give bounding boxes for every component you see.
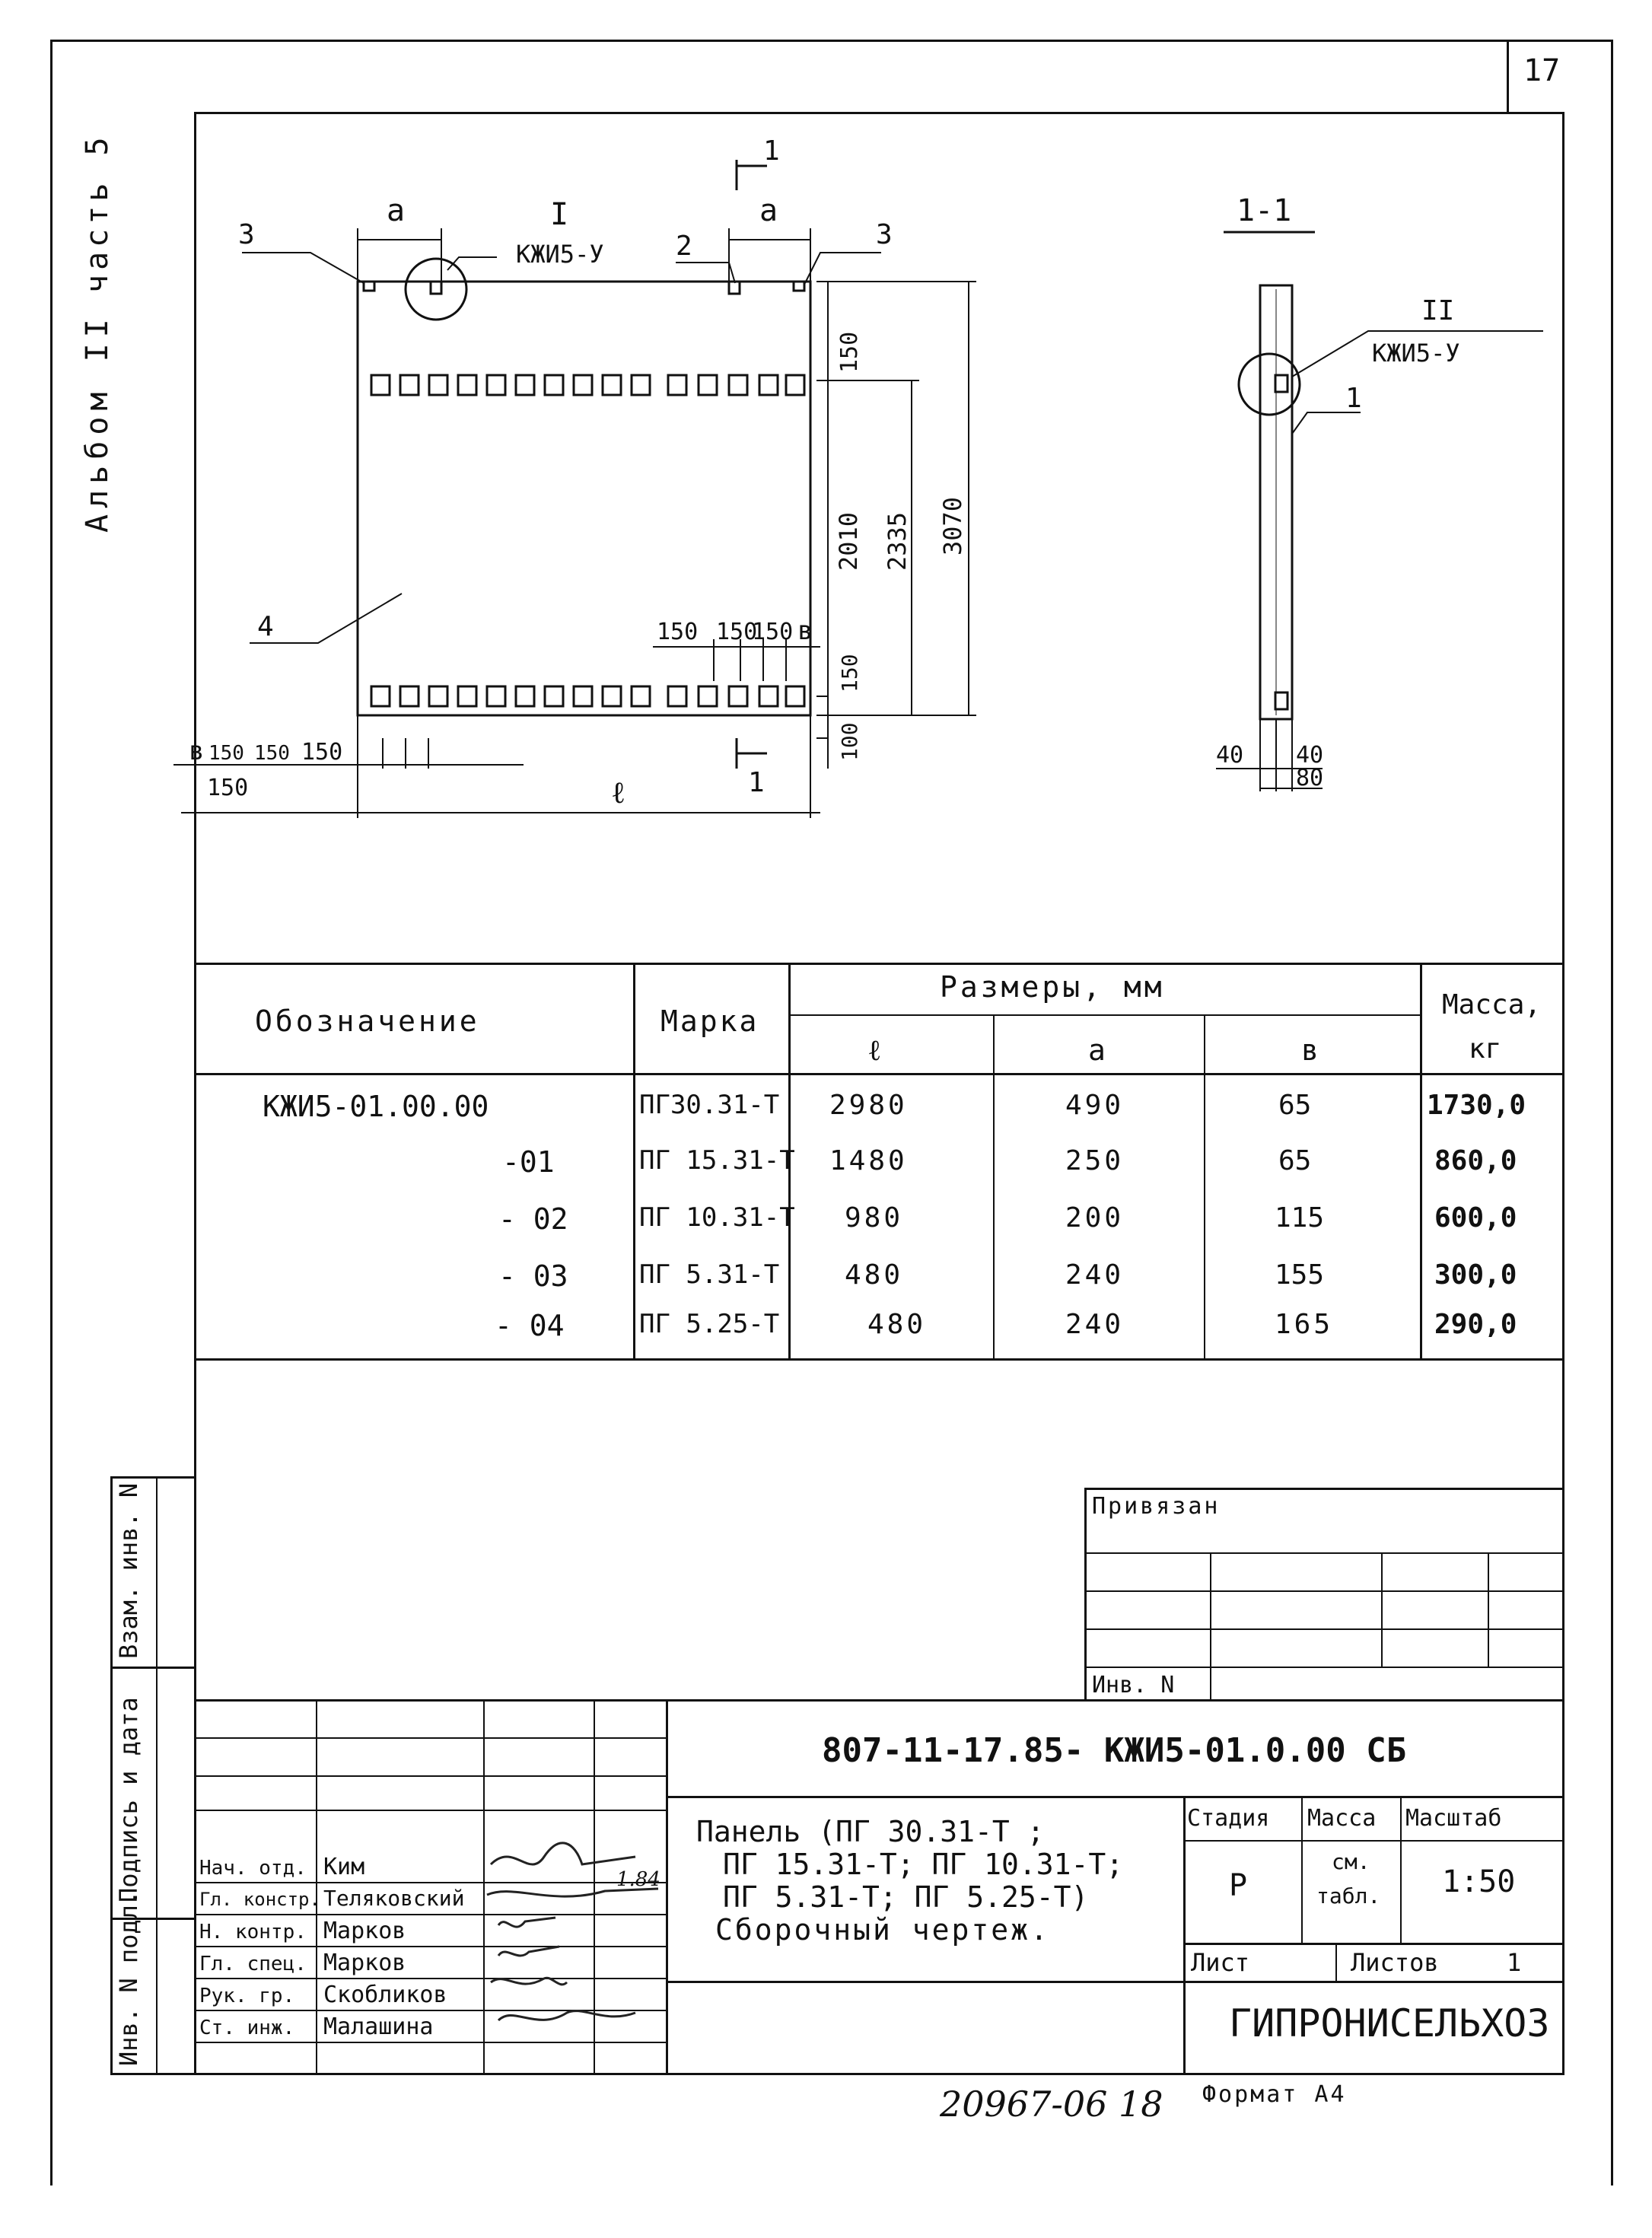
callout-circle-II — [1239, 354, 1300, 415]
spec-header-bottom — [194, 1073, 1562, 1075]
priv-top — [1084, 1488, 1562, 1490]
sheet-frame-left — [50, 40, 53, 2185]
priv-h1 — [1084, 1552, 1562, 1554]
tb-name-right — [1183, 1796, 1186, 2075]
sig-h3 — [194, 1810, 666, 1811]
dim-40-left: 40 — [1216, 742, 1244, 769]
spec-h-designation: Обозначение — [255, 1004, 480, 1038]
spec-col-3 — [993, 1014, 995, 1358]
node-ref-II: КЖИ5-У — [1372, 339, 1460, 368]
mass-value-1: см. — [1332, 1849, 1370, 1874]
priv-inv: Инв. N — [1092, 1672, 1175, 1698]
sheets-value: 1 — [1507, 1948, 1522, 1977]
spec-h-a: a — [1088, 1033, 1106, 1067]
drawing-name-4: Сборочный чертеж. — [715, 1913, 1050, 1947]
album-label: Альбом II — [80, 313, 115, 533]
inv-podl-label: Инв. N подл. — [114, 1889, 143, 2066]
section-title: 1-1 — [1237, 193, 1292, 228]
tb-v-stage — [1301, 1796, 1303, 1944]
dim-3070: 3070 — [938, 496, 967, 556]
priv-h2 — [1084, 1590, 1562, 1592]
sign-date: 1.84 — [616, 1868, 660, 1891]
spec-h-mass: Масса, — [1442, 989, 1542, 1020]
dim-a-right: a — [759, 193, 778, 228]
spec-top — [194, 963, 1562, 965]
priv-v2 — [1381, 1552, 1383, 1667]
tb-v-mass — [1400, 1796, 1402, 1944]
pos-3-left: 3 — [238, 219, 255, 250]
inner-frame-bottom — [110, 2073, 1564, 2075]
footer-stamp: 20967-06 18 — [940, 2084, 1163, 2125]
drawing-code: 807-11-17.85- КЖИ5-01.0.00 СБ — [822, 1731, 1407, 1770]
callout-I-label: I — [550, 197, 569, 232]
dim-a-left: a — [387, 193, 406, 228]
part-label: часть 5 — [80, 132, 115, 293]
dim-150-b3: 150 — [301, 739, 343, 766]
spec-h-mark: Марка — [660, 1004, 759, 1038]
priv-left — [1084, 1488, 1087, 1701]
sheet-frame-top — [50, 40, 1613, 42]
callout-circle-I — [406, 259, 466, 320]
top-openings — [371, 375, 804, 395]
dim-150-top: 150 — [836, 331, 863, 373]
node-ref-I: КЖИ5-У — [516, 240, 604, 269]
dim-150-r1: 150 — [657, 619, 699, 645]
spec-h-l: ℓ — [867, 1033, 882, 1067]
handwritten-signatures — [483, 1842, 666, 2047]
sig-h2 — [194, 1775, 666, 1777]
dim-40-right: 40 — [1296, 742, 1324, 769]
sig-v1 — [316, 1699, 317, 2075]
mass-value-2: табл. — [1316, 1883, 1381, 1909]
dim-2335: 2335 — [883, 511, 912, 571]
section-mark-bottom: 1 — [748, 767, 765, 798]
spec-h-sizes: Размеры, мм — [940, 970, 1165, 1004]
tb-v-sheets — [1335, 1943, 1337, 1981]
dim-150-r3: 150 — [752, 619, 794, 645]
dim-150-b4: 150 — [207, 775, 249, 801]
stage-label: Стадия — [1187, 1805, 1270, 1832]
tb-org-top — [666, 1981, 1562, 1983]
priv-h4 — [1084, 1667, 1562, 1668]
stage-value: Р — [1229, 1868, 1248, 1903]
dim-150-b2: 150 — [254, 742, 290, 765]
callout-II-label: II — [1421, 295, 1455, 326]
assembly-drawing — [189, 114, 1562, 963]
priv-h3 — [1084, 1628, 1562, 1630]
left-strip-inner — [156, 1476, 158, 2075]
sig-h1 — [194, 1737, 666, 1739]
sheet-label: Лист — [1191, 1948, 1250, 1977]
priv-v3 — [1488, 1552, 1489, 1667]
footer-format: Формат А4 — [1202, 2081, 1347, 2108]
pos-1: 1 — [1345, 383, 1362, 414]
tb-divider-left — [666, 1699, 668, 2075]
pos-3-right: 3 — [876, 219, 893, 250]
dim-150-b1: 150 — [208, 742, 244, 765]
spec-col-5 — [1420, 963, 1422, 1358]
organization: ГИПРОНИСЕЛЬХОЗ — [1229, 2001, 1550, 2045]
spec-h-mass-unit: кг — [1469, 1033, 1502, 1065]
dim-2010: 2010 — [834, 511, 863, 571]
dim-l: ℓ — [611, 775, 626, 810]
spec-bottom — [194, 1358, 1562, 1361]
spec-h-b: в — [1301, 1033, 1319, 1067]
pos-2: 2 — [676, 231, 692, 262]
spec-col-4 — [1204, 1014, 1205, 1358]
sheet-number-box-left — [1507, 40, 1509, 113]
left-strip-outer — [110, 1476, 113, 2075]
tb-stage-bottom — [1183, 1840, 1562, 1842]
dim-80: 80 — [1296, 765, 1324, 791]
left-strip-h2 — [110, 1667, 196, 1669]
sheet-frame-right — [1611, 40, 1613, 2185]
inner-frame-right — [1562, 112, 1564, 2075]
spec-col-1 — [633, 963, 635, 1358]
drawing-name-1: Панель (ПГ 30.31-Т ; — [696, 1815, 1045, 1848]
bottom-openings — [371, 686, 804, 706]
scale-label: Масштаб — [1405, 1805, 1502, 1832]
dim-100: 100 — [837, 722, 862, 761]
dim-150-bottom: 150 — [837, 654, 862, 692]
tb-code-bottom — [666, 1796, 1562, 1798]
priv-v1 — [1210, 1552, 1211, 1701]
sheet-number: 17 — [1523, 53, 1561, 88]
section-mark-top: 1 — [763, 135, 780, 167]
drawing-name-3: ПГ 5.31-Т; ПГ 5.25-Т) — [723, 1880, 1089, 1914]
priv-title: Привязан — [1092, 1493, 1221, 1520]
sheets-label: Листов — [1351, 1948, 1439, 1977]
tb-sheet-top — [1183, 1943, 1562, 1945]
dim-150-r2: 150 — [716, 619, 758, 645]
left-strip-h1 — [110, 1476, 196, 1479]
mass-label: Масса — [1307, 1805, 1377, 1832]
pos-4: 4 — [257, 611, 274, 642]
podpis-label: Подпись и дата — [114, 1697, 143, 1902]
dim-b-right: в — [797, 616, 813, 646]
tb-top — [194, 1699, 1562, 1702]
dim-b-left: в — [189, 736, 205, 766]
scale-value: 1:50 — [1442, 1864, 1516, 1899]
drawing-name-2: ПГ 15.31-Т; ПГ 10.31-Т; — [723, 1848, 1124, 1881]
panel-front-view — [358, 282, 810, 715]
spec-sizes-divider — [788, 1014, 1420, 1016]
vzam-label: Взам. инв. N — [114, 1482, 143, 1659]
